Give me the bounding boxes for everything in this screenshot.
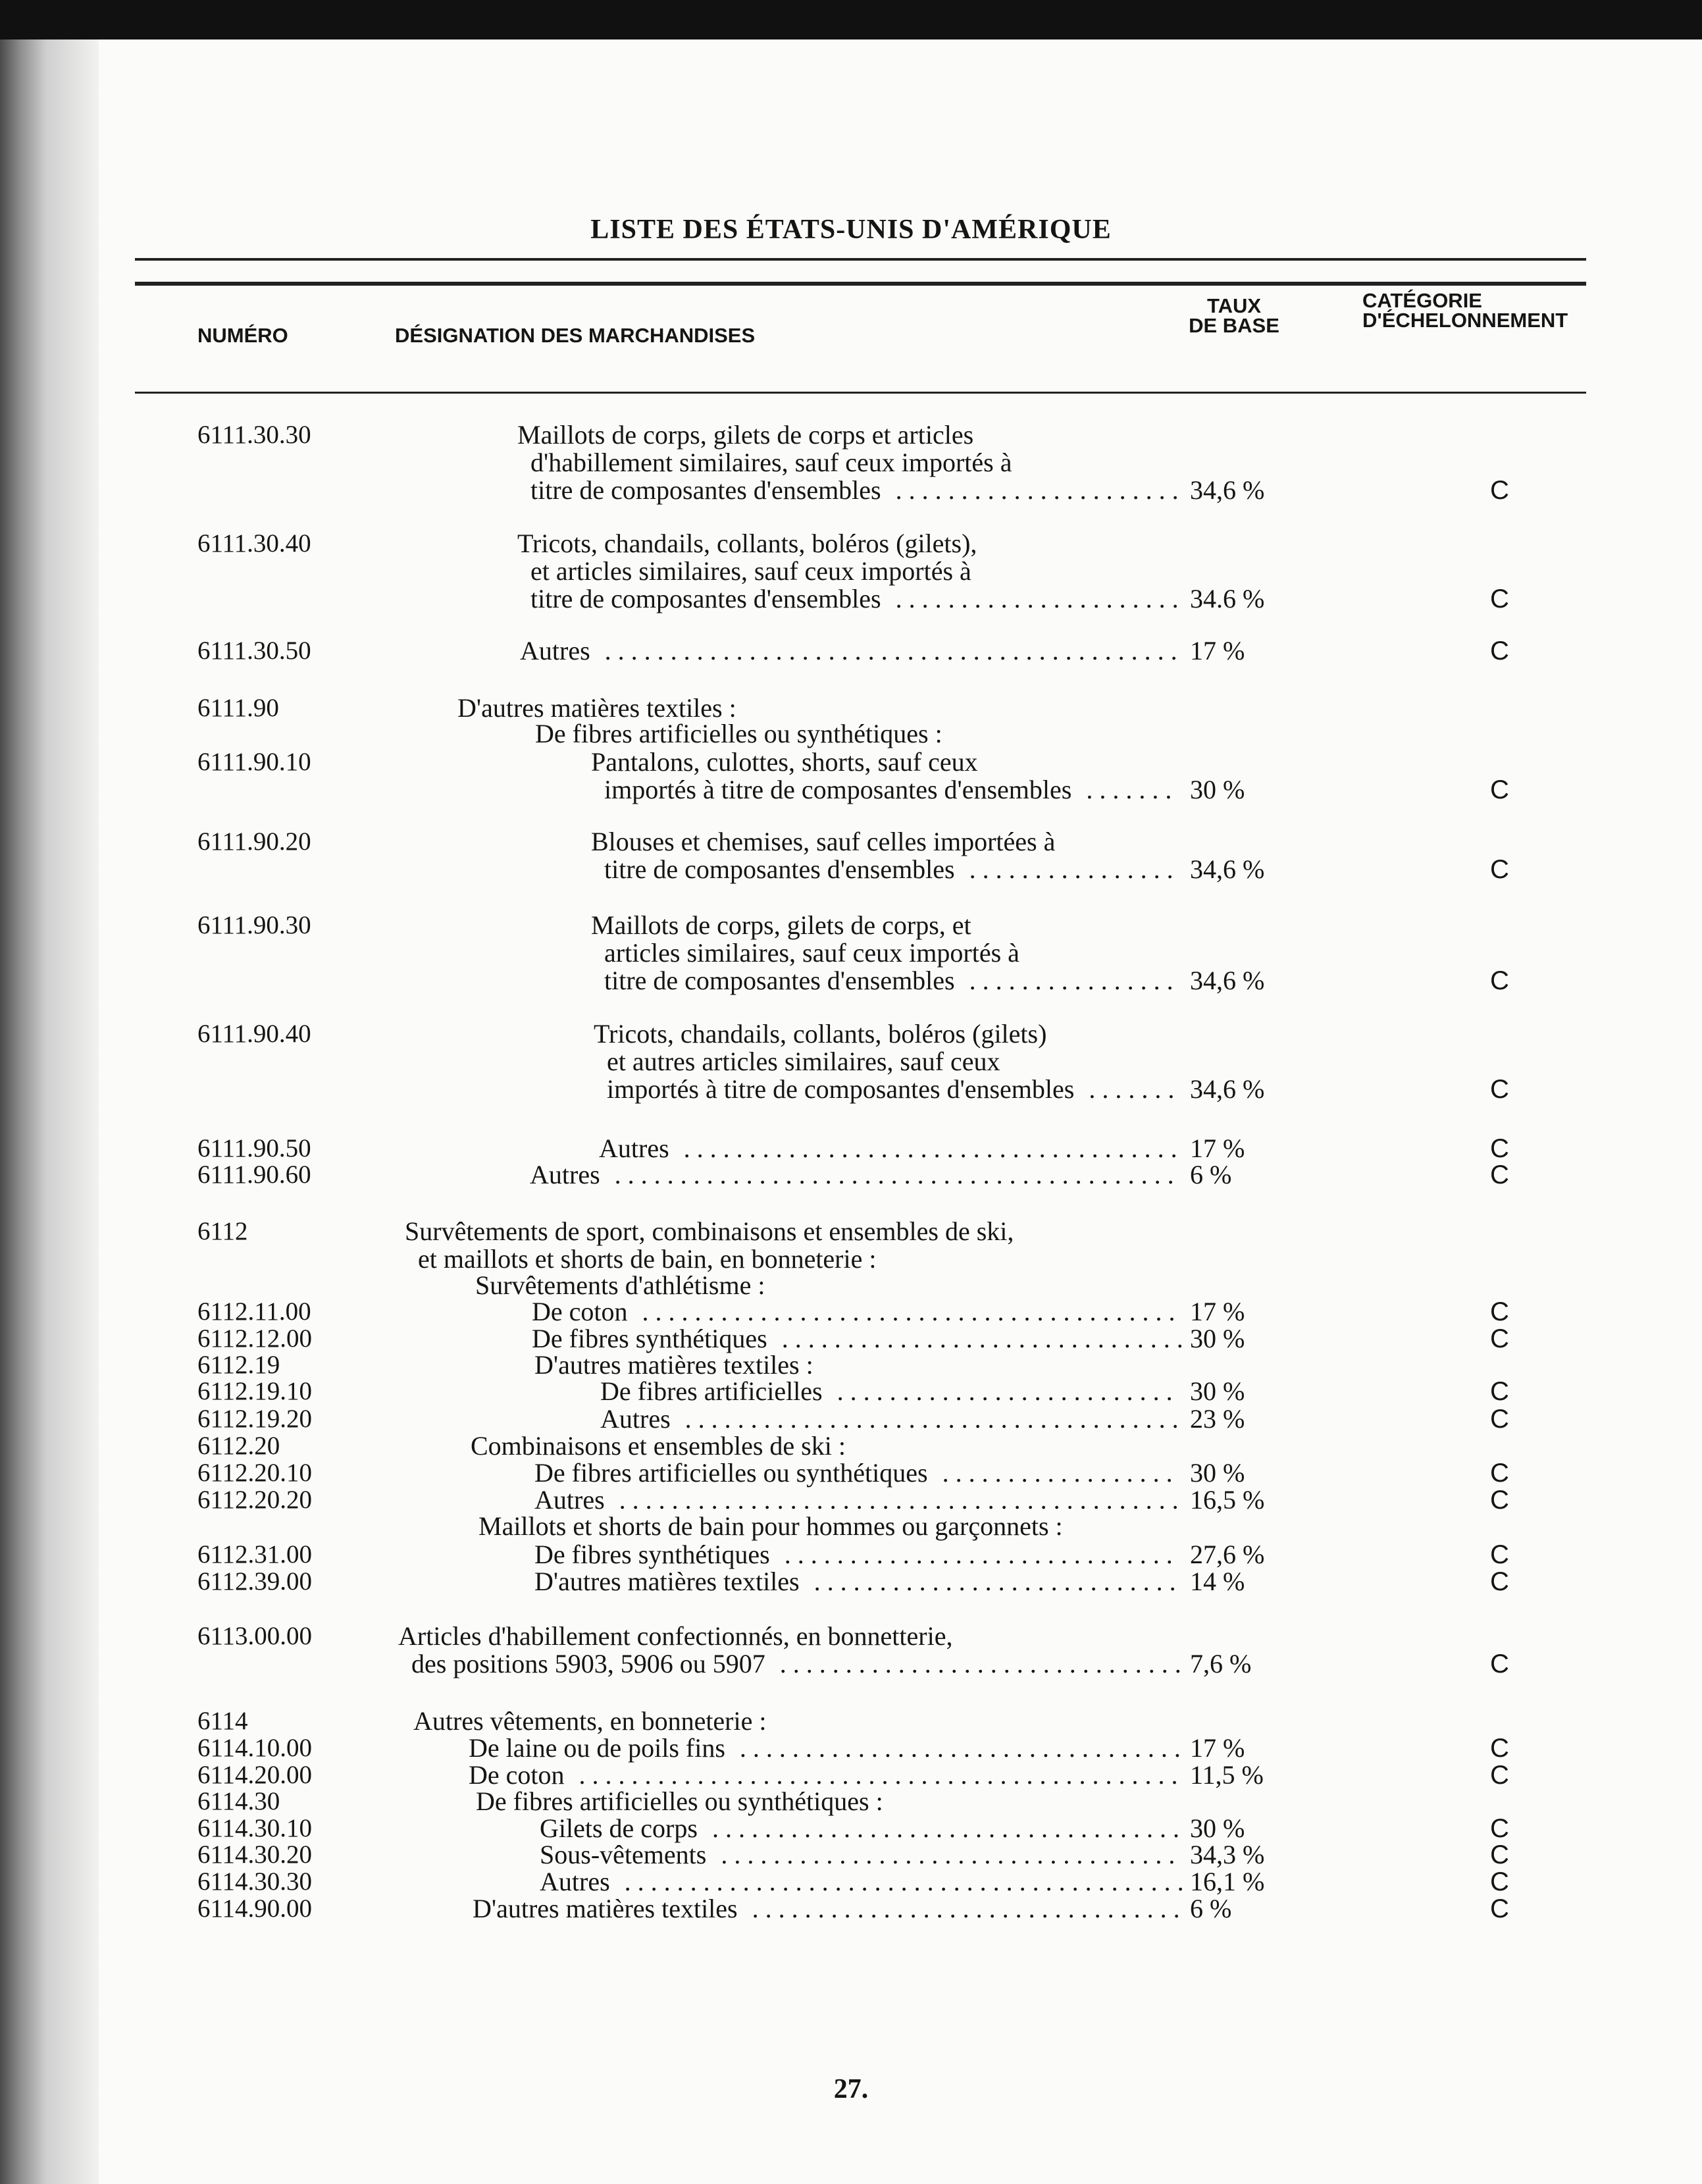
staging-category: C — [1490, 476, 1509, 505]
dot-leader: . . . . . . . . . . . . . . . . . . . . . . . . . . . . . . . . . . . . . . — [677, 1133, 1177, 1163]
base-rate: 23 % — [1190, 1404, 1245, 1434]
staging-category: C — [1490, 1459, 1509, 1488]
base-rate: 34,6 % — [1190, 854, 1265, 884]
column-header-categorie: CATÉGORIE D'ÉCHELONNEMENT — [1362, 289, 1568, 332]
designation-line: Autres — [530, 1160, 600, 1189]
designation-line: titre de composantes d'ensembles — [604, 966, 955, 995]
staging-category: C — [1490, 1894, 1509, 1923]
base-rate: 34,3 % — [1190, 1840, 1265, 1869]
tariff-code: 6114.30 — [197, 1787, 280, 1815]
designation-line: De fibres artificielles ou synthétiques — [534, 1458, 928, 1488]
designation-line: D'autres matières textiles : — [534, 1350, 813, 1380]
designation-line: articles similaires, sauf ceux importés à — [604, 938, 1019, 968]
tariff-code: 6111.30.50 — [197, 637, 311, 665]
staging-category: C — [1490, 1134, 1509, 1163]
designation-line: Maillots de corps, gilets de corps, et — [591, 910, 971, 940]
dot-leader: . . . . . . . . . . . . . . . . . . . . . . . . . . . . . . . . . . . . . . — [678, 1404, 1179, 1434]
page-number: 27. — [833, 2074, 869, 2104]
base-rate: 30 % — [1190, 1376, 1245, 1406]
column-header-taux: TAUX DE BASE — [1189, 294, 1279, 337]
designation-line: Autres — [540, 1867, 610, 1896]
tariff-code: 6112.11.00 — [197, 1297, 311, 1326]
dot-leader: . . . . . . . . . . . . . . . . . . . . . . . . . . . . . . . . . . . . . . . . . . . — [612, 1485, 1179, 1515]
dot-leader: . . . . . . . . . . . . . . . . . . . . . . . . . . . . . . . . . . . . . . . . . . . — [617, 1867, 1184, 1896]
designation-line: Survêtements d'athlétisme : — [475, 1270, 765, 1300]
designation-line: De coton — [469, 1760, 565, 1790]
designation-line: Sous-vêtements — [540, 1840, 707, 1869]
dot-leader: . . . . . . . . . . . . . . . . — [962, 854, 1173, 884]
base-rate: 16,1 % — [1190, 1867, 1265, 1896]
header-top-rule — [135, 282, 1586, 286]
dot-leader: . . . . . . . . . . . . . . . . . . . . . . . . . . . . . . . . . . . . . . . . . . . . . . — [572, 1760, 1178, 1790]
dot-leader: . . . . . . . . . . . . . . . . . . . . . . . . . . . . . . — [777, 1540, 1173, 1569]
scan-binding-shadow — [0, 39, 99, 2184]
staging-category: C — [1490, 1377, 1509, 1406]
tariff-code: 6111.90.20 — [197, 827, 311, 856]
dot-leader: . . . . . . . . . . . . . . . . . . . . . . — [889, 475, 1179, 505]
dot-leader: . . . . . . . . . . . . . . . . . . . . . . . . . . . . . . . . . . . . . . . . . — [635, 1297, 1175, 1326]
designation-line: De fibres artificielles ou synthétiques : — [535, 719, 942, 748]
tariff-code: 6111.30.40 — [197, 529, 311, 558]
base-rate: 27,6 % — [1190, 1540, 1265, 1569]
staging-category: C — [1490, 1486, 1509, 1515]
designation-line: Gilets de corps — [540, 1813, 698, 1843]
tariff-code: 6112 — [197, 1217, 248, 1245]
staging-category: C — [1490, 1650, 1509, 1678]
staging-category: C — [1490, 1160, 1509, 1189]
base-rate: 34.6 % — [1190, 584, 1265, 613]
base-rate: 6 % — [1190, 1894, 1232, 1923]
base-rate: 17 % — [1190, 636, 1245, 665]
tariff-code: 6111.90.10 — [197, 748, 311, 776]
dot-leader: . . . . . . . . . . . . . . . . . . . . . . . . . . . . — [807, 1567, 1176, 1596]
designation-line: Maillots et shorts de bain pour hommes ou garçonnets : — [478, 1511, 1063, 1541]
tariff-code: 6114.20.00 — [197, 1761, 313, 1789]
designation-line: Autres vêtements, en bonneterie : — [413, 1706, 767, 1736]
base-rate: 16,5 % — [1190, 1485, 1265, 1515]
staging-category: C — [1490, 1075, 1509, 1104]
base-rate: 17 % — [1190, 1133, 1245, 1163]
base-rate: 30 % — [1190, 1458, 1245, 1488]
staging-category: C — [1490, 1840, 1509, 1869]
staging-category: C — [1490, 1567, 1509, 1596]
staging-category: C — [1490, 585, 1509, 613]
staging-category: C — [1490, 1297, 1509, 1326]
designation-line: importés à titre de composantes d'ensembles — [604, 775, 1072, 804]
tariff-code: 6112.19 — [197, 1351, 280, 1379]
tariff-code: 6114.30.30 — [197, 1867, 313, 1896]
designation-line: Tricots, chandails, collants, boléros (gilets) — [594, 1019, 1047, 1049]
designation-line: Tricots, chandails, collants, boléros (gilets), — [517, 529, 977, 558]
tariff-code: 6111.90.30 — [197, 911, 311, 939]
tariff-code: 6114.30.10 — [197, 1814, 313, 1842]
tariff-code: 6112.20.10 — [197, 1459, 313, 1487]
designation-line: Autres — [534, 1485, 605, 1515]
dot-leader: . . . . . . . . . . . . . . . . . . . . . . . . . . . . . . . — [773, 1649, 1181, 1678]
staging-category: C — [1490, 1540, 1509, 1569]
staging-category: C — [1490, 637, 1509, 665]
staging-category: C — [1490, 1405, 1509, 1434]
base-rate: 7,6 % — [1190, 1649, 1252, 1678]
base-rate: 30 % — [1190, 775, 1245, 804]
designation-line: Maillots de corps, gilets de corps et articles — [517, 420, 974, 450]
staging-category: C — [1490, 1867, 1509, 1896]
designation-line: titre de composantes d'ensembles — [530, 475, 881, 505]
tariff-code: 6111.90.50 — [197, 1134, 311, 1162]
designation-line: De fibres synthétiques — [534, 1540, 770, 1569]
column-header-numero: NUMÉRO — [197, 324, 288, 347]
dot-leader: . . . . . . . . . . . . . . . . . . . . . . . . . . . . . . . . . . . . . . . . . . . — [607, 1160, 1174, 1189]
tariff-code: 6112.20.20 — [197, 1486, 313, 1514]
scan-border-top — [0, 0, 1702, 39]
designation-line: Survêtements de sport, combinaisons et ensembles de ski, — [405, 1216, 1014, 1246]
designation-line: De laine ou de poils fins — [469, 1733, 725, 1763]
column-header-designation: DÉSIGNATION DES MARCHANDISES — [395, 324, 756, 347]
tariff-code: 6114.90.00 — [197, 1894, 313, 1923]
designation-line: Blouses et chemises, sauf celles importées à — [591, 827, 1056, 856]
tariff-code: 6111.30.30 — [197, 421, 311, 449]
designation-line: et maillots et shorts de bain, en bonneterie : — [418, 1244, 877, 1274]
tariff-code: 6112.39.00 — [197, 1567, 313, 1596]
staging-category: C — [1490, 775, 1509, 804]
dot-leader: . . . . . . . . . . . . . . . . . . . . . . . . . . . . . . . . . — [745, 1894, 1180, 1923]
tariff-code: 6112.20 — [197, 1432, 280, 1460]
header-bottom-rule — [135, 392, 1586, 394]
page-title: LISTE DES ÉTATS-UNIS D'AMÉRIQUE — [590, 215, 1112, 245]
designation-line: D'autres matières textiles — [534, 1567, 800, 1596]
base-rate: 30 % — [1190, 1813, 1245, 1843]
designation-line: importés à titre de composantes d'ensembles — [607, 1074, 1075, 1104]
designation-line: Autres — [600, 1404, 671, 1434]
designation-line: Autres — [520, 636, 590, 665]
base-rate: 11,5 % — [1190, 1760, 1264, 1790]
designation-line: et articles similaires, sauf ceux importés à — [530, 556, 971, 586]
base-rate: 6 % — [1190, 1160, 1232, 1189]
designation-line: Autres — [599, 1133, 669, 1163]
staging-category: C — [1490, 966, 1509, 995]
designation-line: D'autres matières textiles : — [457, 693, 736, 723]
designation-line: Articles d'habillement confectionnés, en bonnetterie, — [398, 1621, 953, 1651]
designation-line: titre de composantes d'ensembles — [604, 854, 955, 884]
designation-line: D'autres matières textiles — [473, 1894, 738, 1923]
designation-line: Combinaisons et ensembles de ski : — [471, 1431, 846, 1461]
designation-line: De fibres artificielles ou synthétiques : — [476, 1786, 883, 1816]
dot-leader: . . . . . . . . . . . . . . . . . . . . . . . . . . . . . . . . . . . — [714, 1840, 1175, 1869]
base-rate: 34,6 % — [1190, 1074, 1265, 1104]
staging-category: C — [1490, 1814, 1509, 1843]
designation-line: De coton — [532, 1297, 628, 1326]
dot-leader: . . . . . . . . . . . . . . . . . . — [935, 1458, 1173, 1488]
title-rule — [135, 258, 1586, 261]
dot-leader: . . . . . . . . . . . . . . . . . . . . . . . . . . . . . . . . . . . . . . . . . . . . — [598, 636, 1177, 665]
designation-line: d'habillement similaires, sauf ceux importés à — [530, 448, 1012, 477]
dot-leader: . . . . . . . — [1082, 1074, 1175, 1104]
dot-leader: . . . . . . . — [1079, 775, 1172, 804]
tariff-code: 6111.90.40 — [197, 1020, 311, 1048]
tariff-code: 6112.31.00 — [197, 1540, 313, 1569]
dot-leader: . . . . . . . . . . . . . . . . . . . . . . . . . . . . . . . — [775, 1324, 1183, 1353]
staging-category: C — [1490, 1324, 1509, 1353]
tariff-code: 6112.19.10 — [197, 1377, 313, 1405]
tariff-code: 6112.12.00 — [197, 1324, 313, 1353]
tariff-code: 6111.90 — [197, 694, 279, 722]
base-rate: 17 % — [1190, 1733, 1245, 1763]
tariff-code: 6114 — [197, 1707, 248, 1735]
base-rate: 30 % — [1190, 1324, 1245, 1353]
dot-leader: . . . . . . . . . . . . . . . . . . . . . . — [889, 584, 1179, 613]
base-rate: 14 % — [1190, 1567, 1245, 1596]
base-rate: 34,6 % — [1190, 475, 1265, 505]
designation-line: des positions 5903, 5906 ou 5907 — [411, 1649, 765, 1678]
designation-line: titre de composantes d'ensembles — [530, 584, 881, 613]
dot-leader: . . . . . . . . . . . . . . . . . . . . . . . . . . . . . . . . . . . . — [705, 1813, 1179, 1843]
dot-leader: . . . . . . . . . . . . . . . . — [962, 966, 1173, 995]
base-rate: 17 % — [1190, 1297, 1245, 1326]
tariff-code: 6111.90.60 — [197, 1160, 311, 1189]
tariff-code: 6114.30.20 — [197, 1840, 313, 1869]
designation-line: Pantalons, culottes, shorts, sauf ceux — [591, 747, 978, 777]
tariff-code: 6112.19.20 — [197, 1405, 313, 1433]
staging-category: C — [1490, 855, 1509, 884]
designation-line: De fibres artificielles — [600, 1376, 823, 1406]
dot-leader: . . . . . . . . . . . . . . . . . . . . . . . . . . . . . . . . . . — [733, 1733, 1181, 1763]
staging-category: C — [1490, 1734, 1509, 1763]
dot-leader: . . . . . . . . . . . . . . . . . . . . . . . . . . — [830, 1376, 1173, 1406]
tariff-code: 6113.00.00 — [197, 1622, 313, 1650]
designation-line: et autres articles similaires, sauf ceux — [607, 1047, 1000, 1076]
tariff-code: 6114.10.00 — [197, 1734, 313, 1762]
staging-category: C — [1490, 1761, 1509, 1790]
base-rate: 34,6 % — [1190, 966, 1265, 995]
designation-line: De fibres synthétiques — [532, 1324, 767, 1353]
